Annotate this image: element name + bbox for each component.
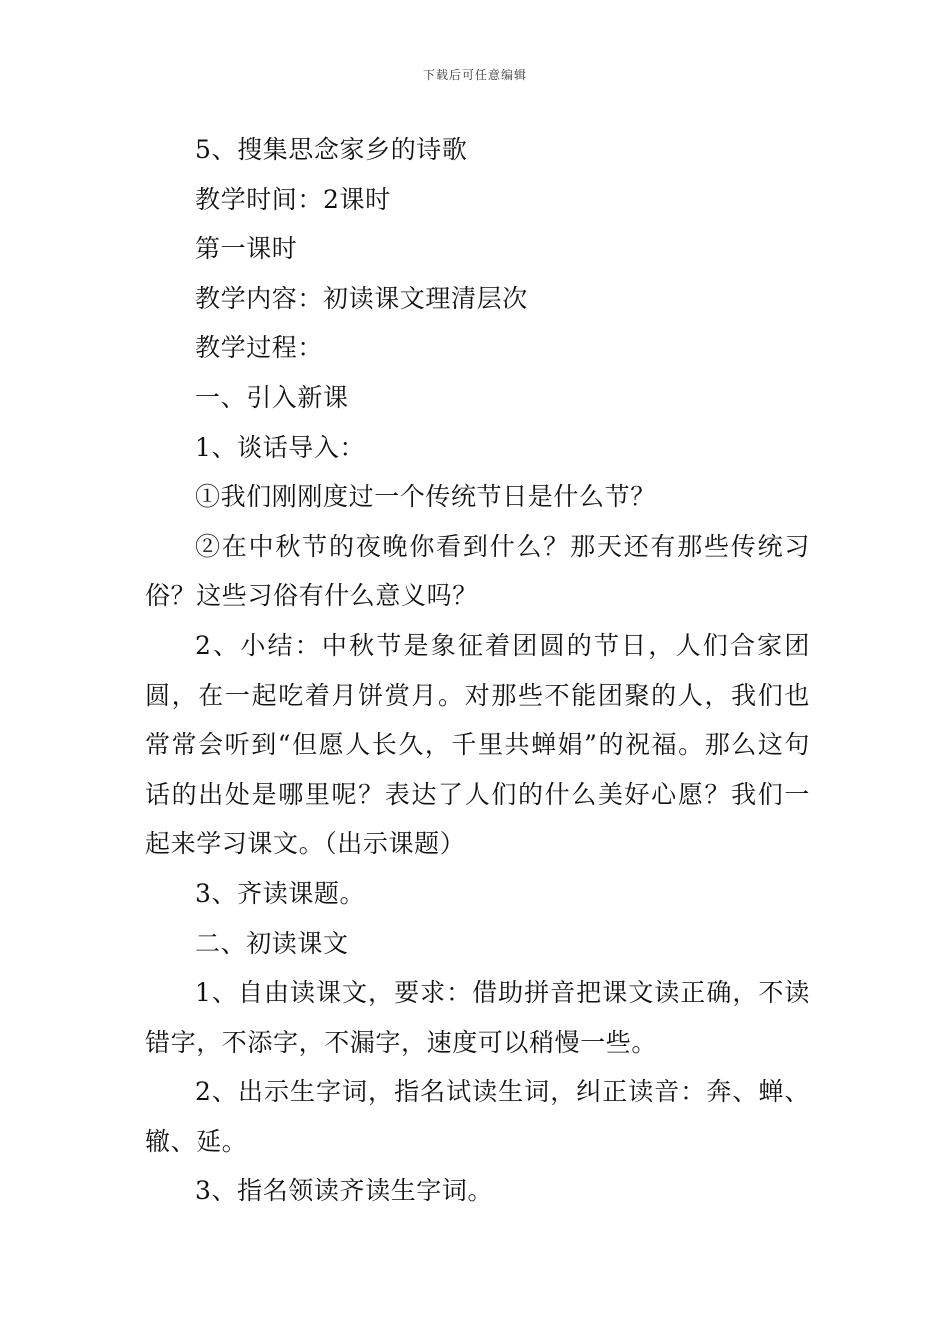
paragraph: 2、小结：中秋节是象征着团圆的节日，人们合家团圆，在一起吃着月饼赏月。对那些不能团聚的人，我们也常常会听到“但愿人长久，千里共蝉娟”的祝福。那么这句话的出处是哪里呢？表达了人们的什么美好心愿？我们一起来学习课文。（出示课题） xyxy=(145,630,810,859)
document-body xyxy=(145,125,810,1216)
paragraph: 第一课时 xyxy=(195,234,298,264)
paragraph: 2、出示生字词，指名试读生词，纠正读音：奔、蝉、辙、延。 xyxy=(145,1077,810,1156)
paragraph: 教学内容：初读课文理清层次 xyxy=(195,283,528,313)
paragraph: 教学过程： xyxy=(195,333,324,363)
paragraph: 3、齐读课题。 xyxy=(195,878,366,908)
paragraph: 3、指名领读齐读生字词。 xyxy=(195,1176,494,1206)
section-heading: 一、引入新课 xyxy=(195,382,349,412)
page-header-note: 下载后可任意编辑 xyxy=(422,68,527,82)
section-heading: 二、初读课文 xyxy=(195,928,349,958)
paragraph: ①我们刚刚度过一个传统节日是什么节？ xyxy=(195,482,656,512)
paragraph: 教学时间：2课时 xyxy=(195,184,391,214)
paragraph: ②在中秋节的夜晚你看到什么？那天还有那些传统习俗？这些习俗有什么意义吗？ xyxy=(145,531,810,611)
paragraph: 5、搜集思念家乡的诗歌 xyxy=(195,135,468,164)
paragraph: 1、自由读课文，要求：借助拼音把课文读正确，不读错字，不添字，不漏字，速度可以稍慢一些。 xyxy=(145,978,810,1057)
paragraph: 1、谈话导入： xyxy=(195,432,366,462)
